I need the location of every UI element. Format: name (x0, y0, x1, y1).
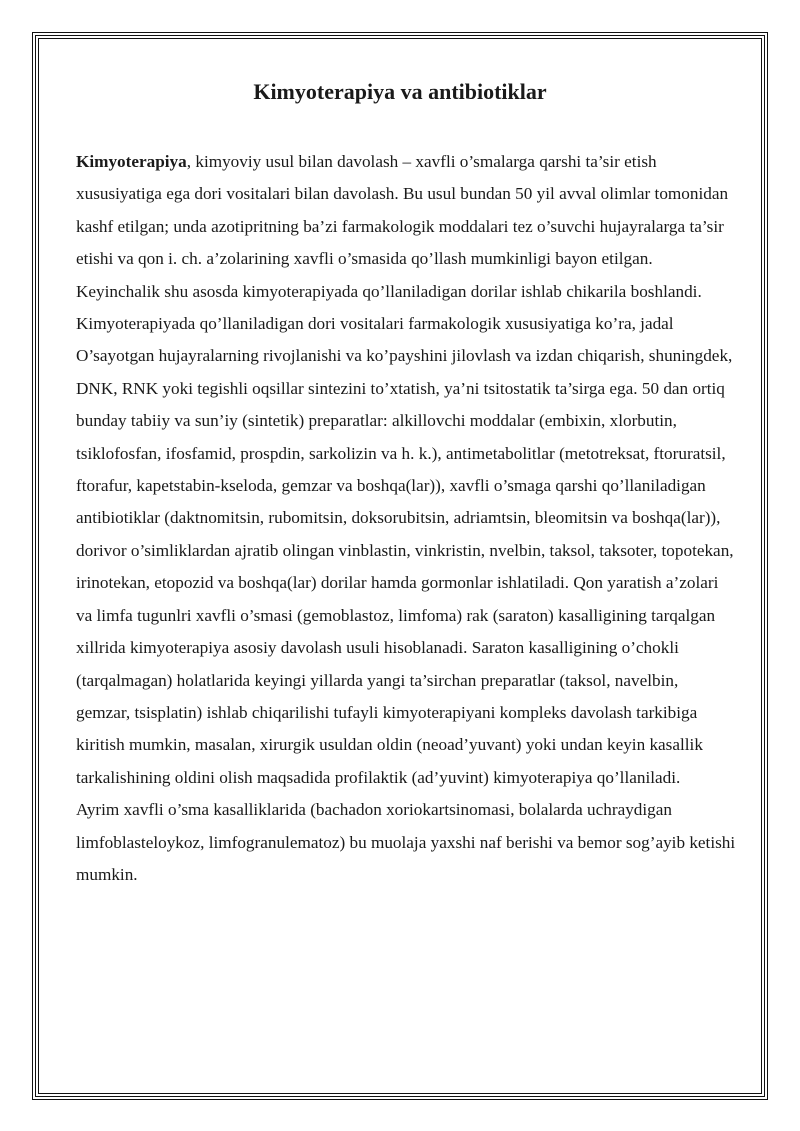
paragraph-2: Kimyoterapiyada qo’llaniladigan dori vositalari farmakologik xususiyatiga ko’ra, jadal O’sayotgan hujayralarning rivojlanishi va ko’payshini jilovlash va izdan chiqarish, shuningdek, DNK, RNK yoki tegishli oqsillar sintezini to’xtatish, ya’ni tsitostatik ta’sirga ega. 50 dan ortiq bunday tabiiy va sun’iy (sintetik) preparatlar: alkillovchi moddalar (embixin, xlorbutin, tsiklofosfan, ifosfamid, prospdin, sarkolizin va h. k.), antimetabolitlar (metotreksat, ftoruratsil, ftorafur, kapetstabin-kseloda, gemzar va boshqa(lar)), xavfli o’smaga qarshi qo’llaniladigan antibiotiklar (daktnomitsin, rubomitsin, doksorubitsin, adriamtsin, bleomitsin va boshqa(lar)), dorivor o’simliklardan ajratib olingan vinblastin, vinkristin, nvelbin, taksol, taksoter, topotekan, irinotekan, etopozid va boshqa(lar) dorilar hamda gormonlar ishlatiladi. Qon yaratish a’zolari va limfa tugunlri xavfli o’smasi (gemoblastoz, limfoma) rak (saraton) kasalligining tarqalgan xillrida kimyoterapiya asosiy davolash usuli hisoblanadi. Saraton kasalligining o’chokli (tarqalmagan) holatlarida keyingi yillarda yangi ta’sirchan preparatlar (taksol, navelbin, gemzar, tsisplatin) ishlab chiqarilishi tufayli kimyoterapiyani kompleks davolash tarkibiga kiritish mumkin, masalan, xirurgik usuldan oldin (neoad’yuvant) yoki undan keyin kasallik tarkalishining oldini olish maqsadida profilaktik (ad’yuvint) kimyoterapiya qo’llaniladi. (76, 314, 734, 787)
lead-term: Kimyoterapiya (76, 152, 187, 171)
paragraph-1-text: , kimyoviy usul bilan davolash – xavfli o’smalarga qarshi ta’sir etish xususiyatiga ega dori vositalari bilan davolash. Bu usul bundan 50 yil avval olimlar tomonidan kashf etilgan; unda azotipritning ba’zi farmakologik moddalari tez o’suvchi hujayralarga ta’sir etishi va qon i. ch. a’zolarining xavfli o’smasida qo’llash mumkinligi bayon etilgan. Keyinchalik shu asosda kimyoterapiyada qo’llaniladigan dorilar ishlab chikarila boshlandi. (76, 152, 729, 301)
document-title: Kimyoterapiya va antibiotiklar (253, 79, 547, 104)
paragraph-3: Ayrim xavfli o’sma kasalliklarida (bachadon xoriokartsinomasi, bolalarda uchraydigan limfoblasteloykoz, limfogranulematoz) bu muolaja yaxshi naf berishi va bemor sog’ayib ketishi mumkin. (76, 800, 736, 884)
document-body (76, 146, 736, 891)
paragraph-1 (76, 146, 736, 308)
